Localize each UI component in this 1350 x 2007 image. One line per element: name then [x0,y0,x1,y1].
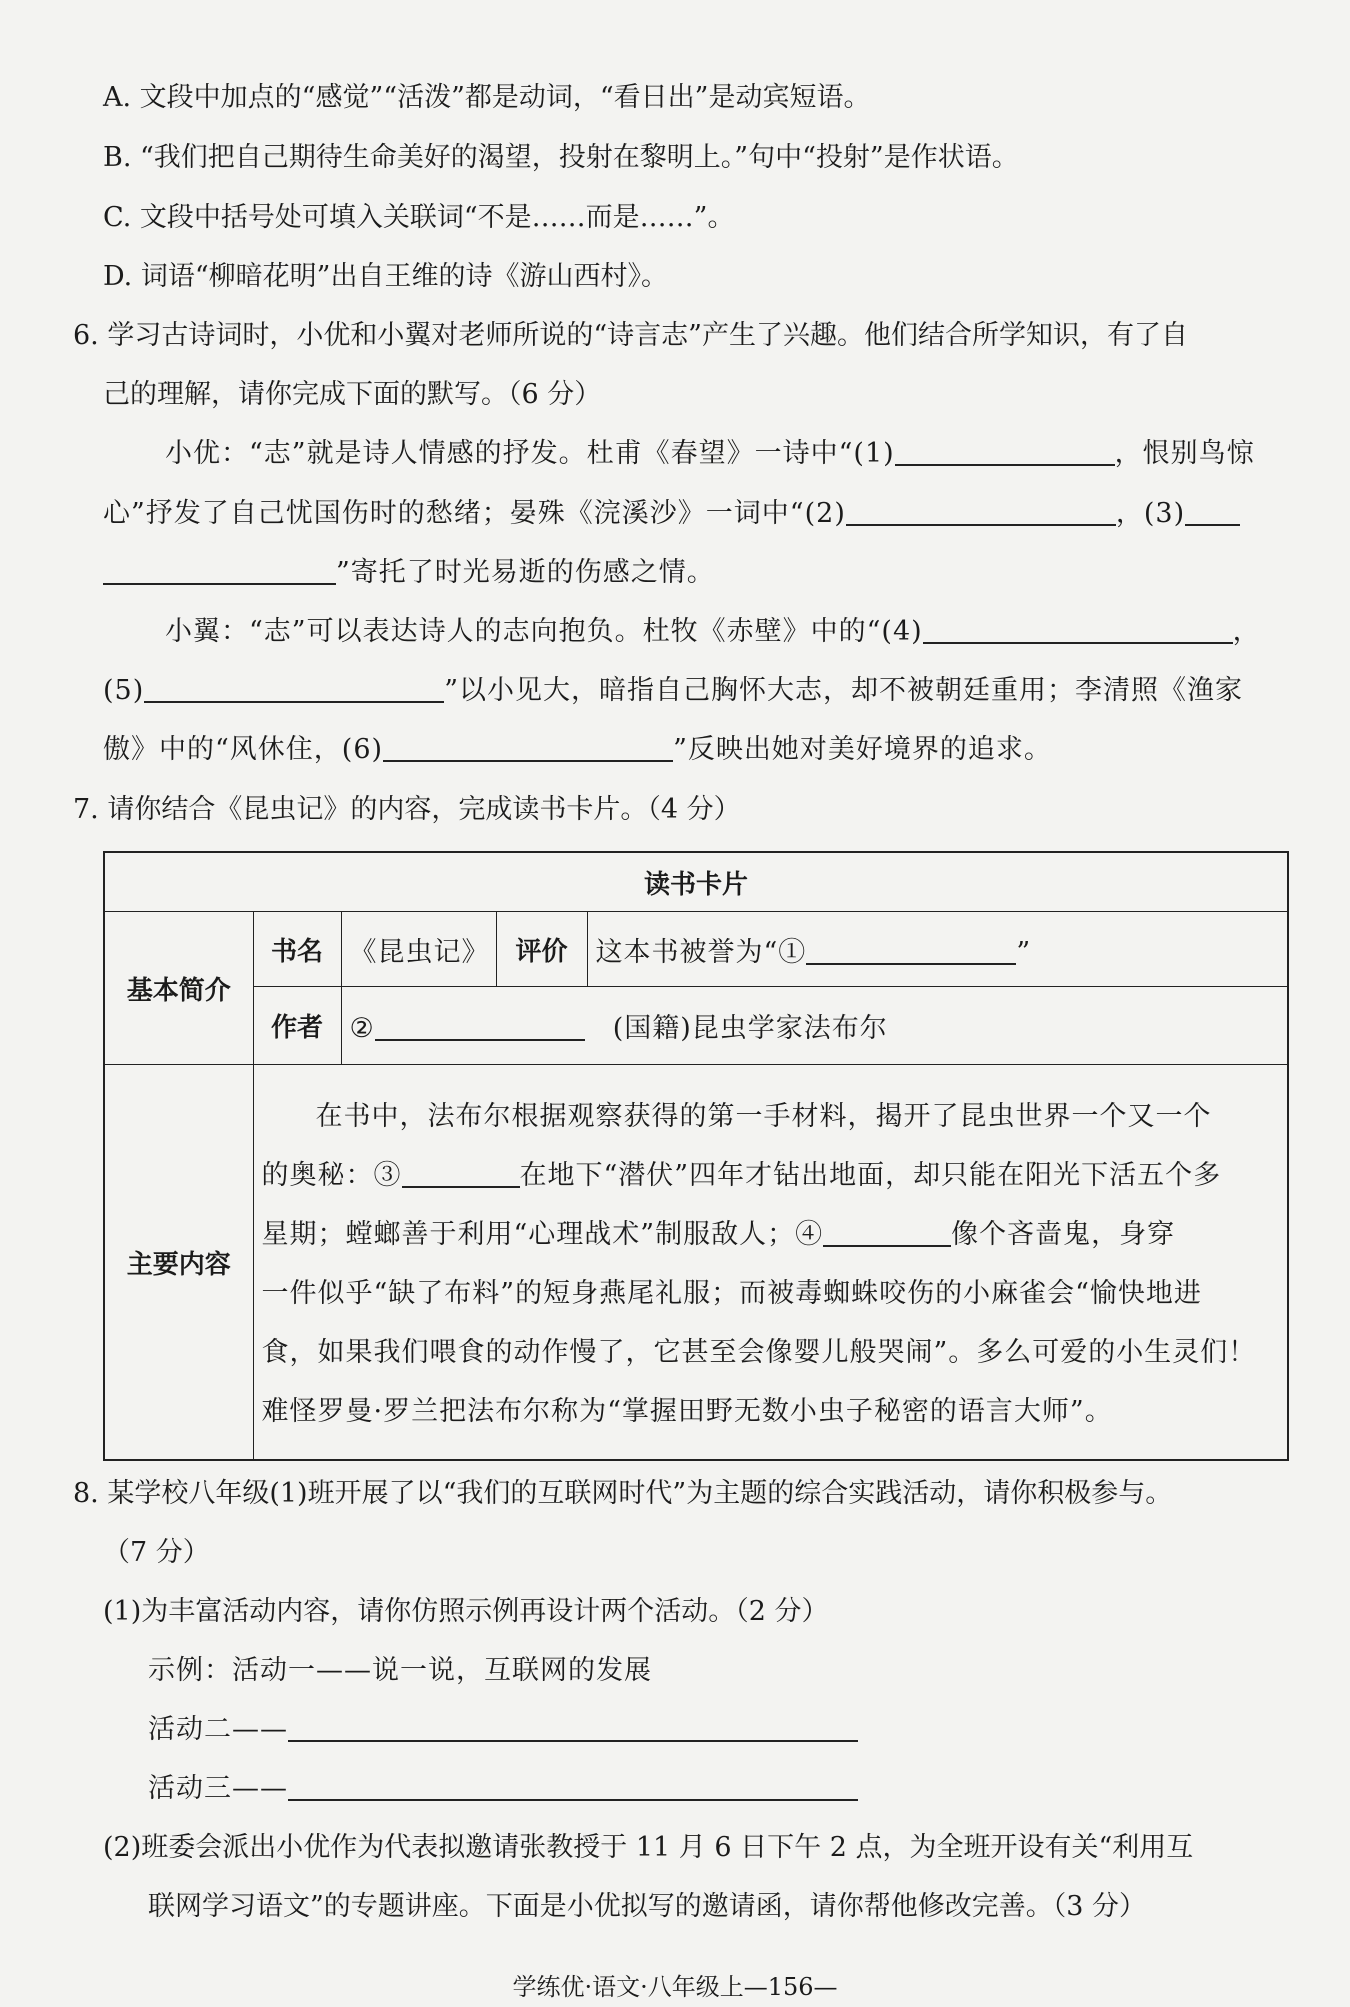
q6-text: 心”抒发了自己忧国伤时的愁绪；晏殊《浣溪沙》一词中“(2) [103,498,846,529]
book-title-value: 《昆虫记》 [341,912,496,987]
card-title: 读书卡片 [104,852,1288,912]
content-line: 一件似乎“缺了布料”的短身燕尾礼服；而被毒蜘蛛咬伤的小麻雀会“愉快地进 [261,1278,1202,1309]
q6-stem-line2: 己的理解，请你完成下面的默写。（6 分） [103,379,602,410]
q8-stem-line1: 8. 某学校八年级(1)班开展了以“我们的互联网时代”为主题的综合实践活动，请你积极参与。 [73,1478,1173,1509]
q6-para2-line3 [103,732,1052,768]
answer-blank-4[interactable] [923,616,1233,644]
q6-text: ， [1232,616,1261,647]
answer-blank-activity-3[interactable] [288,1773,858,1801]
content-text: 星期；螳螂善于利用“心理战术”制服敌人；④ [261,1219,824,1250]
answer-blank-2[interactable] [846,498,1116,526]
q6-para1-line3 [103,555,715,591]
q8-stem-line2: （7 分） [103,1537,210,1568]
answer-blank-card-2[interactable] [375,1013,585,1041]
review-text: 这本书被誉为“① [595,936,807,968]
review-text-end: ” [1016,936,1032,968]
content-text: 像个吝啬鬼，身穿 [951,1219,1176,1250]
q6-text: 傲》中的“风休住，(6) [103,734,384,765]
basic-info-label: 基本简介 [104,912,253,1065]
q7-stem: 7. 请你结合《昆虫记》的内容，完成读书卡片。（4 分） [73,794,741,825]
option-b: B. “我们把自己期待生命美好的渴望，投射在黎明上。”句中“投射”是作状语。 [103,142,1019,173]
q6-text: ”以小见大，暗指自己胸怀大志，却不被朝廷重用；李清照《渔家 [444,675,1244,706]
q8-sub2-line2: 联网学习语文”的专题讲座。下面是小优拟写的邀请函，请你帮他修改完善。（3 分） [148,1891,1147,1922]
q6-text: ”寄托了时光易逝的伤感之情。 [336,557,715,588]
q8-example: 示例：活动一——说一说，互联网的发展 [148,1655,652,1686]
answer-blank-card-4[interactable] [823,1219,951,1247]
q6-para1-line2 [103,496,1240,532]
answer-blank-6[interactable] [383,734,673,762]
content-line: 难怪罗曼·罗兰把法布尔称为“掌握田野无数小虫子秘密的语言大师”。 [261,1396,1113,1427]
content-line [262,1205,1280,1264]
q6-para2-line1 [165,614,1261,650]
activity-two-label: 活动二—— [148,1714,288,1745]
q8-sub2-line1: (2)班委会派出小优作为代表拟邀请张教授于 11 月 6 日下午 2 点，为全班开设有关“利用互 [103,1832,1194,1863]
review-value [587,912,1288,987]
answer-blank-card-1[interactable] [806,937,1016,965]
q6-para2-line2 [103,673,1243,709]
review-label: 评价 [496,912,587,987]
author-label: 作者 [253,987,341,1065]
content-line: 在书中，法布尔根据观察获得的第一手材料，揭开了昆虫世界一个又一个 [315,1101,1212,1132]
answer-blank-activity-2[interactable] [288,1714,858,1742]
option-a: A. 文段中加点的“感觉”“活泼”都是动词，“看日出”是动宾短语。 [103,82,871,113]
activity-three-label: 活动三—— [148,1773,288,1804]
q6-stem-line1: 6. 学习古诗词时，小优和小翼对老师所说的“诗言志”产生了兴趣。他们结合所学知识，有了自 [73,320,1188,351]
answer-blank-3-start[interactable] [1185,498,1240,526]
main-content-text [253,1065,1288,1461]
option-d: D. 词语“柳暗花明”出自王维的诗《游山西村》。 [103,261,668,292]
q6-text: 小优：“志”就是诗人情感的抒发。杜甫《春望》一诗中“(1) [165,438,895,469]
author-text: (国籍)昆虫学家法布尔 [612,1013,888,1044]
q6-para1-line1 [165,436,1255,472]
activity-two [148,1712,858,1748]
q6-text: ”反映出她对美好境界的追求。 [673,734,1052,765]
reading-card [103,851,1289,1461]
q8-sub1: (1)为丰富活动内容，请你仿照示例再设计两个活动。（2 分） [103,1596,829,1627]
content-line: 食，如果我们喂食的动作慢了，它甚至会像婴儿般哭闹”。多么可爱的小生灵们！ [261,1337,1257,1368]
author-value [341,987,1288,1065]
content-text: 的奥秘：③ [261,1160,402,1191]
content-text: 在地下“潜伏”四年才钻出地面，却只能在阳光下活五个多 [519,1160,1222,1191]
option-c: C. 文段中括号处可填入关联词“不是……而是……”。 [103,202,735,233]
q6-text: 小翼：“志”可以表达诗人的志向抱负。杜牧《赤壁》中的“(4) [165,616,923,647]
activity-three [148,1771,858,1807]
q6-text: ，恨别鸟惊 [1114,438,1255,469]
q6-text: (5) [103,675,145,706]
answer-blank-3[interactable] [103,557,336,585]
book-title-label: 书名 [253,912,341,987]
answer-blank-5[interactable] [144,675,444,703]
content-line [262,1146,1280,1205]
page-footer: 学练优·语文·八年级上—156— [512,1973,838,2001]
q6-text: ，(3) [1115,498,1186,529]
answer-blank-card-3[interactable] [402,1160,520,1188]
main-content-label: 主要内容 [104,1065,253,1461]
answer-blank-1[interactable] [895,438,1115,466]
author-marker: ② [349,1013,375,1044]
